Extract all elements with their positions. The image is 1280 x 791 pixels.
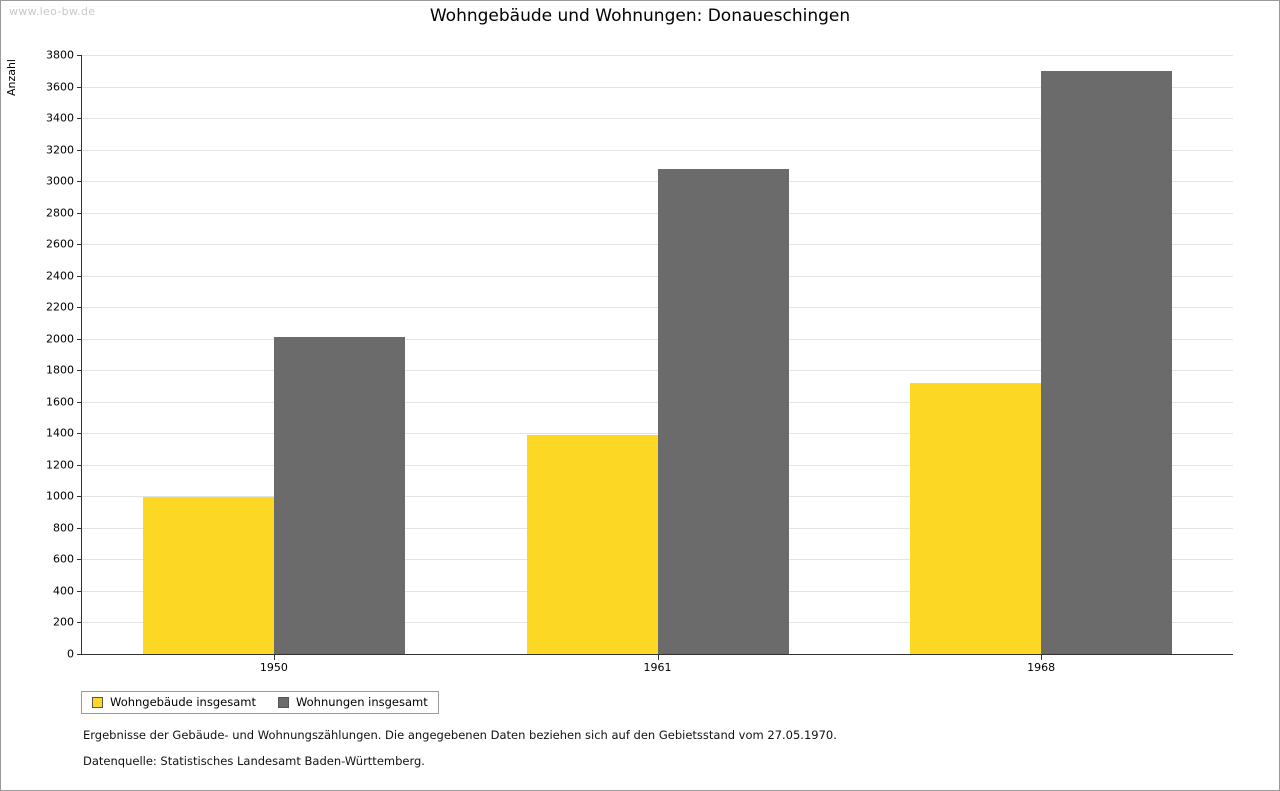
plot-area: [46, 48, 1233, 674]
y-tick-mark: [77, 150, 82, 151]
legend-label: Wohnungen insgesamt: [295, 695, 428, 709]
bar: [143, 497, 274, 654]
bar: [1041, 71, 1172, 654]
y-tick-label: 1800: [46, 363, 74, 377]
y-tick-mark: [77, 339, 82, 340]
y-tick-label: 200: [53, 615, 74, 629]
legend-label: Wohngebäude insgesamt: [110, 695, 256, 709]
bar: [274, 337, 405, 654]
footnote-methodology: Ergebnisse der Gebäude- und Wohnungszählungen. Die angegebenen Daten beziehen sich auf den Gebietsstand vom 27.05.1970.: [83, 728, 837, 742]
y-tick-mark: [77, 55, 82, 56]
bar: [910, 383, 1041, 654]
y-tick-label: 3600: [46, 80, 74, 94]
y-tick-mark: [77, 244, 82, 245]
y-tick-label: 3000: [46, 174, 74, 188]
legend-entry: [278, 695, 428, 709]
y-tick-mark: [77, 370, 82, 371]
y-tick-label: 3200: [46, 143, 74, 157]
y-tick-mark: [77, 591, 82, 592]
y-tick-mark: [77, 433, 82, 434]
y-tick-label: 1400: [46, 426, 74, 440]
y-tick-label: 2000: [46, 332, 74, 346]
y-tick-mark: [77, 276, 82, 277]
x-tick-label: 1950: [259, 661, 288, 674]
y-tick-label: 3800: [46, 48, 74, 62]
x-tick-mark: [658, 655, 659, 660]
y-tick-mark: [77, 465, 82, 466]
y-tick-label: 600: [53, 552, 74, 566]
y-tick-mark: [77, 559, 82, 560]
x-tick-label: 1961: [643, 661, 672, 674]
y-tick-mark: [77, 181, 82, 182]
y-tick-label: 2600: [46, 237, 74, 251]
y-tick-mark: [77, 496, 82, 497]
y-tick-mark: [77, 87, 82, 88]
y-tick-mark: [77, 622, 82, 623]
y-tick-label: 400: [53, 584, 74, 598]
y-tick-mark: [77, 654, 82, 655]
y-tick-mark: [77, 307, 82, 308]
bar: [527, 435, 658, 654]
legend-swatch: [278, 697, 289, 708]
y-tick-label: 800: [53, 521, 74, 535]
gridline: [82, 55, 1233, 56]
y-tick-label: 2800: [46, 206, 74, 220]
y-tick-label: 2400: [46, 269, 74, 283]
y-tick-label: 3400: [46, 111, 74, 125]
y-tick-label: 0: [67, 647, 74, 661]
x-tick-mark: [1041, 655, 1042, 660]
bar: [658, 169, 789, 654]
watermark-label: www.leo-bw.de: [9, 5, 96, 18]
chart-title: Wohngebäude und Wohnungen: Donaueschingen: [429, 6, 851, 26]
x-tick-mark: [274, 655, 275, 660]
footnote-source: Datenquelle: Statistisches Landesamt Baden-Württemberg.: [83, 754, 425, 768]
y-tick-label: 1200: [46, 458, 74, 472]
legend-swatch: [92, 697, 103, 708]
chart-legend: [81, 691, 439, 714]
y-tick-mark: [77, 213, 82, 214]
y-axis-label: Anzahl: [5, 59, 18, 97]
y-tick-mark: [77, 528, 82, 529]
legend-entry: [92, 695, 256, 709]
y-tick-mark: [77, 402, 82, 403]
y-tick-label: 1600: [46, 395, 74, 409]
y-tick-label: 2200: [46, 300, 74, 314]
y-tick-mark: [77, 118, 82, 119]
y-tick-label: 1000: [46, 489, 74, 503]
x-tick-label: 1968: [1027, 661, 1056, 674]
